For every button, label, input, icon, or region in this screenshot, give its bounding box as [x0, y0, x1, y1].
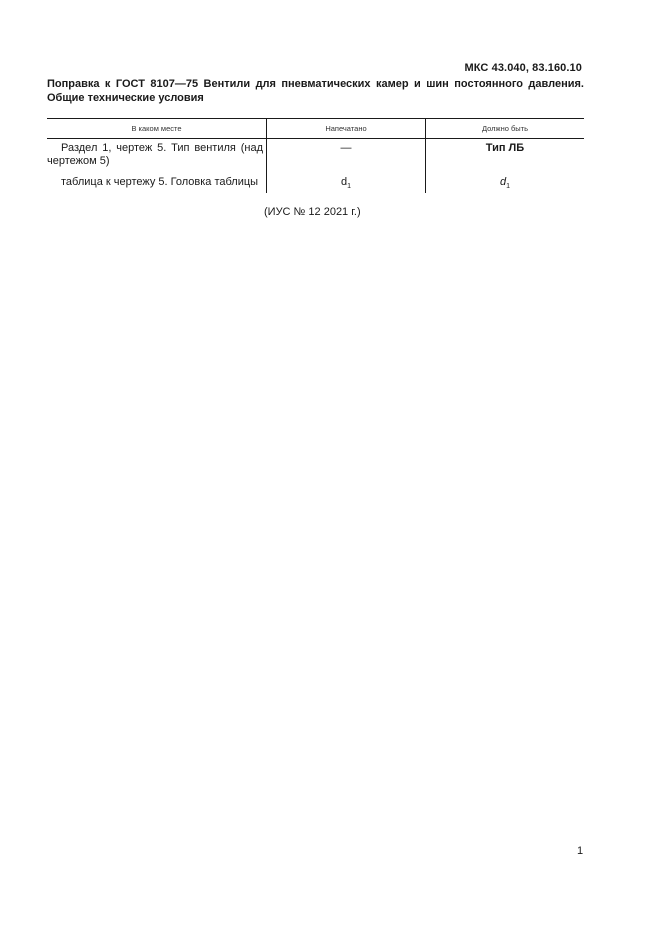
cell-printed: [266, 173, 426, 193]
column-header-where: В каком месте: [131, 124, 182, 133]
classification-code: МКС 43.040, 83.160.10: [464, 62, 582, 74]
printed-subscript: 1: [347, 183, 352, 190]
cell-should-be: [426, 173, 584, 193]
cell-where: Раздел 1, чертеж 5. Тип вентиля (над чертежом 5): [47, 142, 263, 167]
document-title: Поправка к ГОСТ 8107—75 Вентили для пневматических камер и шин постоянного давления. Общие технические условия: [47, 78, 584, 104]
table-row: [47, 139, 584, 173]
column-header-should-be: Должно быть: [482, 124, 528, 133]
should-be-symbol: d: [499, 176, 507, 188]
cell-should-be: Тип ЛБ: [485, 142, 525, 154]
cell-printed: —: [266, 139, 426, 173]
column-header-printed: Напечатано: [266, 119, 426, 138]
should-be-subscript: 1: [506, 183, 511, 190]
cell-where: таблица к чертежу 5. Головка таблицы: [61, 176, 259, 188]
table-row: [47, 173, 584, 193]
printed-symbol: d: [340, 176, 348, 188]
table-header-row: [47, 119, 584, 139]
ius-reference: (ИУС № 12 2021 г.): [264, 206, 361, 218]
corrections-table: [47, 118, 584, 193]
page-number: 1: [577, 845, 584, 857]
